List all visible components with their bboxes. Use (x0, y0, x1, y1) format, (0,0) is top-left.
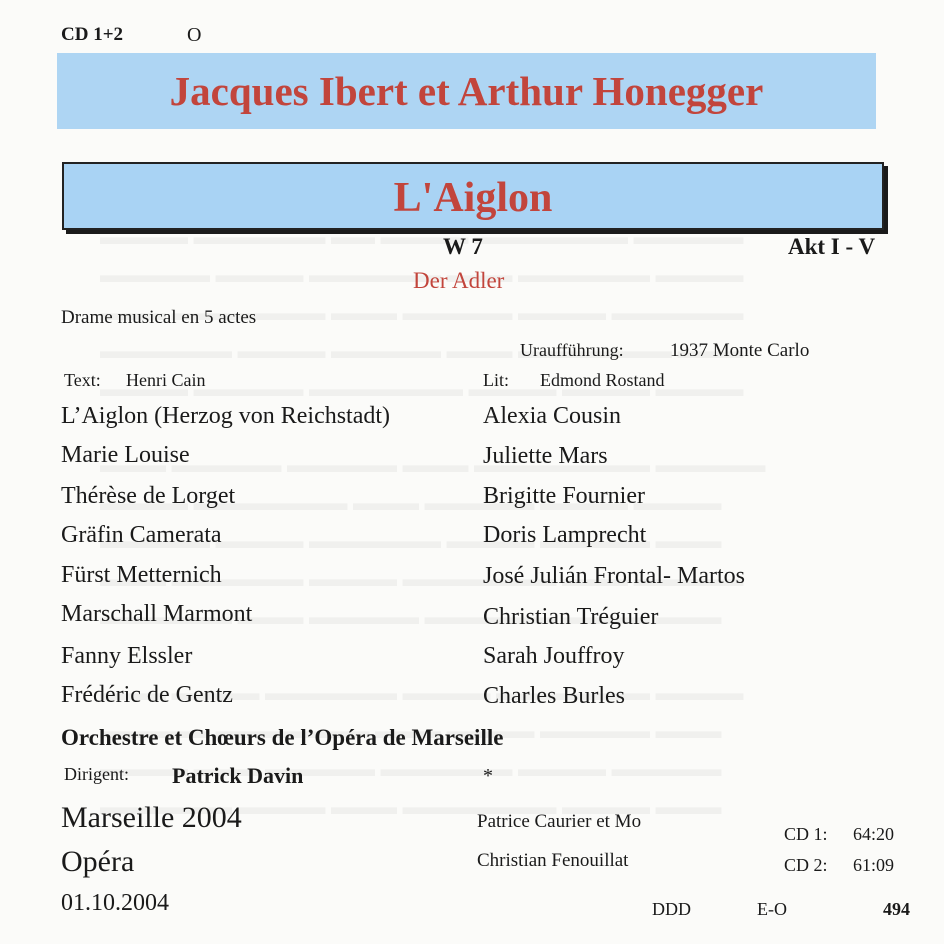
duration-time: 64:20 (853, 824, 895, 844)
duration-label: CD 2: (784, 855, 828, 875)
orchestra: Orchestre et Chœurs de l’Opéra de Marseille (61, 725, 504, 750)
genre: Drame musical en 5 actes (61, 307, 257, 328)
cast-role: Marschall Marmont (61, 601, 253, 627)
venue-place: Opéra (61, 845, 135, 878)
conductor-name: Patrick Davin (172, 763, 304, 788)
performance-date: 01.10.2004 (61, 890, 169, 916)
production-line-1: Patrice Caurier et Mo (477, 811, 642, 832)
cast-singer: Juliette Mars (483, 443, 608, 469)
lit-credit-label: Lit: (483, 370, 509, 390)
cast-singer: Sarah Jouffroy (483, 643, 625, 669)
cast-singer: Doris Lamprecht (483, 522, 647, 548)
cast-role: Fanny Elssler (61, 643, 193, 669)
cast-role: Marie Louise (61, 442, 190, 468)
catalog-number: 494 (883, 899, 910, 919)
cast-singer: Alexia Cousin (483, 403, 621, 429)
cast-role: Frédéric de Gentz (61, 682, 233, 708)
cd-marker: O (187, 24, 202, 46)
cast-singer: José Julián Frontal- Martos (483, 563, 745, 589)
production-line-2: Christian Fenouillat (477, 850, 629, 871)
opera-subtitle: Der Adler (413, 268, 505, 293)
edition-code: E-O (757, 899, 787, 919)
composer-banner (57, 53, 876, 129)
premiere-value: 1937 Monte Carlo (670, 340, 810, 361)
cast-role: Fürst Metternich (61, 562, 222, 588)
cast-role: Gräfin Camerata (61, 522, 222, 548)
recording-type: DDD (652, 899, 691, 919)
lit-credit-name: Edmond Rostand (540, 370, 665, 390)
opera-title: L'Aiglon (393, 175, 553, 221)
opera-title-frame (62, 162, 884, 230)
cast-singer: Christian Tréguier (483, 604, 659, 630)
premiere-label: Uraufführung: (520, 340, 624, 360)
cast-singer: Brigitte Fournier (483, 483, 645, 509)
composers-title: Jacques Ibert et Arthur Honegger (169, 68, 764, 114)
work-number: W 7 (443, 234, 483, 259)
cast-singer: Charles Burles (483, 683, 625, 709)
cd-label: CD 1+2 (61, 24, 124, 45)
conductor-label: Dirigent: (64, 764, 129, 784)
acts-label: Akt I - V (788, 234, 876, 259)
text-credit-name: Henri Cain (126, 370, 206, 390)
text-credit-label: Text: (64, 370, 101, 390)
venue-city-year: Marseille 2004 (61, 801, 242, 834)
cast-role: Thérèse de Lorget (61, 483, 236, 509)
cast-role: L’Aiglon (Herzog von Reichstadt) (61, 403, 391, 429)
conductor-mark: * (483, 765, 493, 787)
duration-label: CD 1: (784, 824, 828, 844)
duration-time: 61:09 (853, 855, 895, 875)
